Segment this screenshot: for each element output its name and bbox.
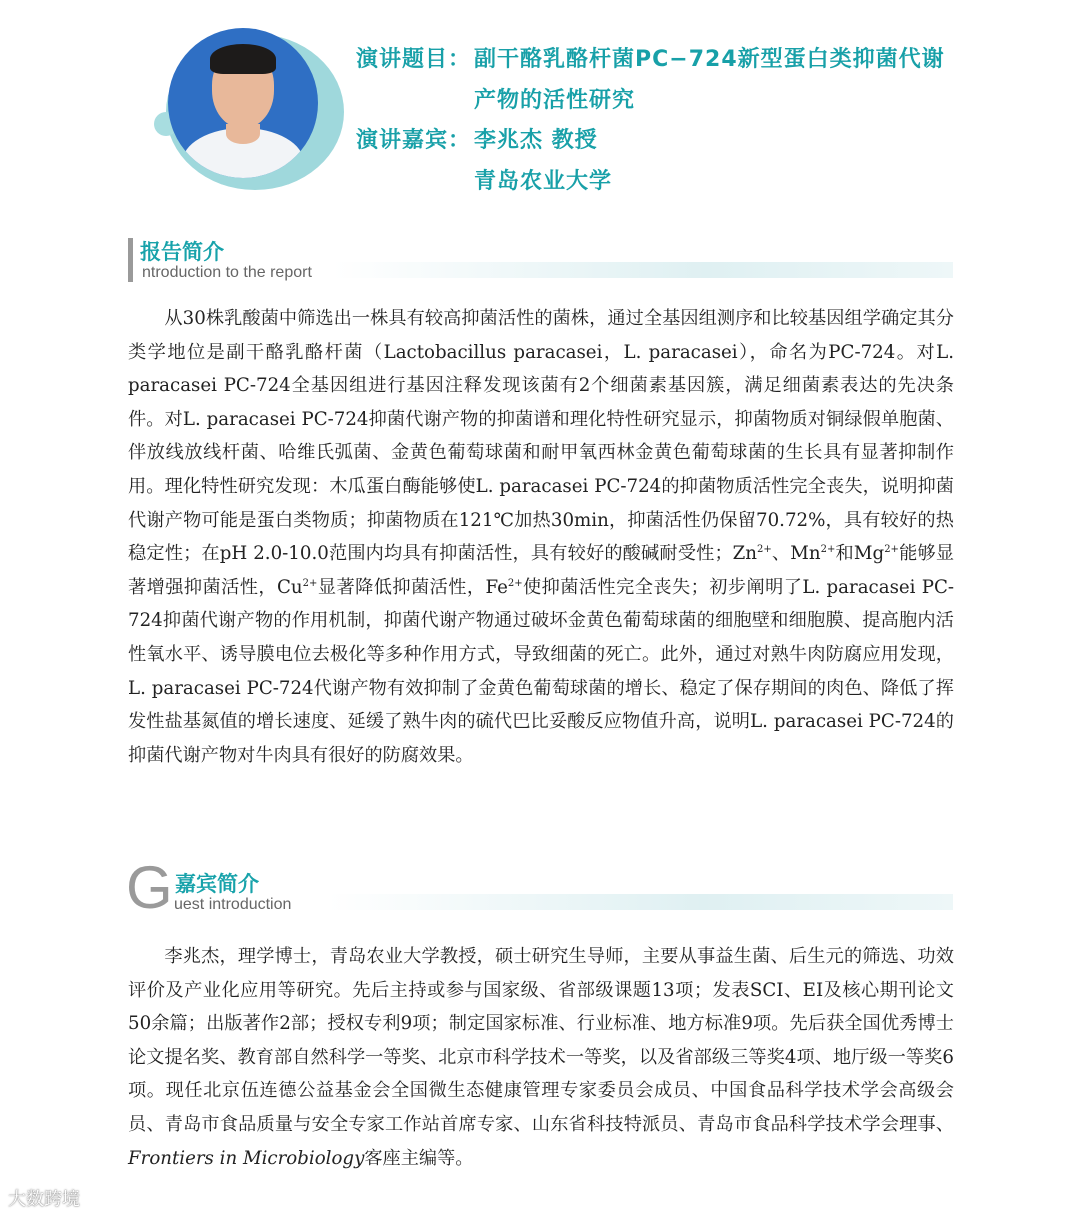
guest-title-letter: G [126,854,173,921]
section-rule [328,894,953,910]
report-section-header [128,236,953,284]
journal-name: Frontiers in Microbiology [128,1147,365,1169]
topic-label: 演讲题目： [356,47,472,72]
section-bar [128,238,133,282]
report-title-en: ntroduction to the report [142,264,312,281]
guest-title-cn: 嘉宾简介 [175,872,259,896]
section-rule [333,262,953,278]
guest-line [356,123,598,154]
speaker-photo [168,28,318,178]
guest-paragraph: 李兆杰，理学博士，青岛农业大学教授，硕士研究生导师，主要从事益生菌、后生元的筛选、功效评价及产业化应用等研究。先后主持或参与国家级、省部级课题13项；发表SCI、EI及核心期刊论文50余篇；出版著作2部；授权专利9项；制定国家标准、行业标准、地方标准9项。先后获全国优秀博士论文提名奖、教育部自然科学一等奖、北京市科学技术一等奖，以及省部级三等奖4项、地厅级一等奖6项。现任北京伍连德公益基金会全国微生态健康管理专家委员会成员、中国食品科学技术学会高级会员、青岛市食品质量与安全专家工作站首席专家、山东省科技特派员、青岛市食品科学技术学会理事、Frontiers in Microbiology客座主编等。 [128,946,954,1169]
guest-affiliation: 青岛农业大学 [474,169,613,194]
topic-title: 副干酪乳酪杆菌PC−724新型蛋白类抑菌代谢 [474,47,945,72]
watermark: 大数跨境 [8,1189,80,1210]
topic-line [356,42,945,73]
topic-title-cont: 产物的活性研究 [474,88,636,113]
report-paragraph: 从30株乳酸菌中筛选出一株具有较高抑菌活性的菌株，通过全基因组测序和比较基因组学确定其分类学地位是副干酪乳酪杆菌（Lactobacillus paracasei，L. paracasei），命名为PC-724。对L. paracasei PC-724全基因组进行基因注释发现该菌有2个细菌素基因簇，满足细菌素表达的先决条件。对L. paracasei PC-724抑菌代谢产物的抑菌谱和理化特性研究显示，抑菌物质对铜绿假单胞菌、伴放线放线杆菌、哈维氏弧菌、金黄色葡萄球菌和耐甲氧西林金黄色葡萄球菌的生长具有显著抑制作用。理化特性研究发现：木瓜蛋白酶能够使L. paracasei PC-724的抑菌物质活性完全丧失，说明抑菌代谢产物可能是蛋白类物质；抑菌物质在121℃加热30min，抑菌活性仍保留70.72%，具有较好的热稳定性；在pH 2.0-10.0范围内均具有抑菌活性，具有较好的酸碱耐受性；$Zn^{2+}$、$Mn^{2+}$和$Mg^{2+}$能够显著增强抑菌活性，$Cu^{2+}$显著降低抑菌活性，$Fe^{2+}$使抑菌活性完全丧失；初步阐明了L. paracasei PC-724抑菌代谢产物的作用机制，抑菌代谢产物通过破坏金黄色葡萄球菌的细胞壁和细胞膜、提高胞内活性氧水平、诱导膜电位去极化等多种作用方式，导致细菌的死亡。此外，通过对熟牛肉防腐应用发现，L. paracasei PC-724代谢产物有效抑制了金黄色葡萄球菌的增长、稳定了保存期间的肉色、降低了挥发性盐基氮值的增长速度、延缓了熟牛肉的硫代巴比妥酸反应物值升高，说明L. paracasei PC-724的抑菌代谢产物对牛肉具有很好的防腐效果。 [128,308,955,766]
guest-title-en: uest introduction [174,896,292,913]
guest-section-header [126,854,953,921]
guest-name: 李兆杰 教授 [474,128,598,153]
guest-label: 演讲嘉宾： [356,128,472,153]
report-title-cn: 报告简介 [140,240,224,264]
speaker-photo-frame [152,28,342,198]
